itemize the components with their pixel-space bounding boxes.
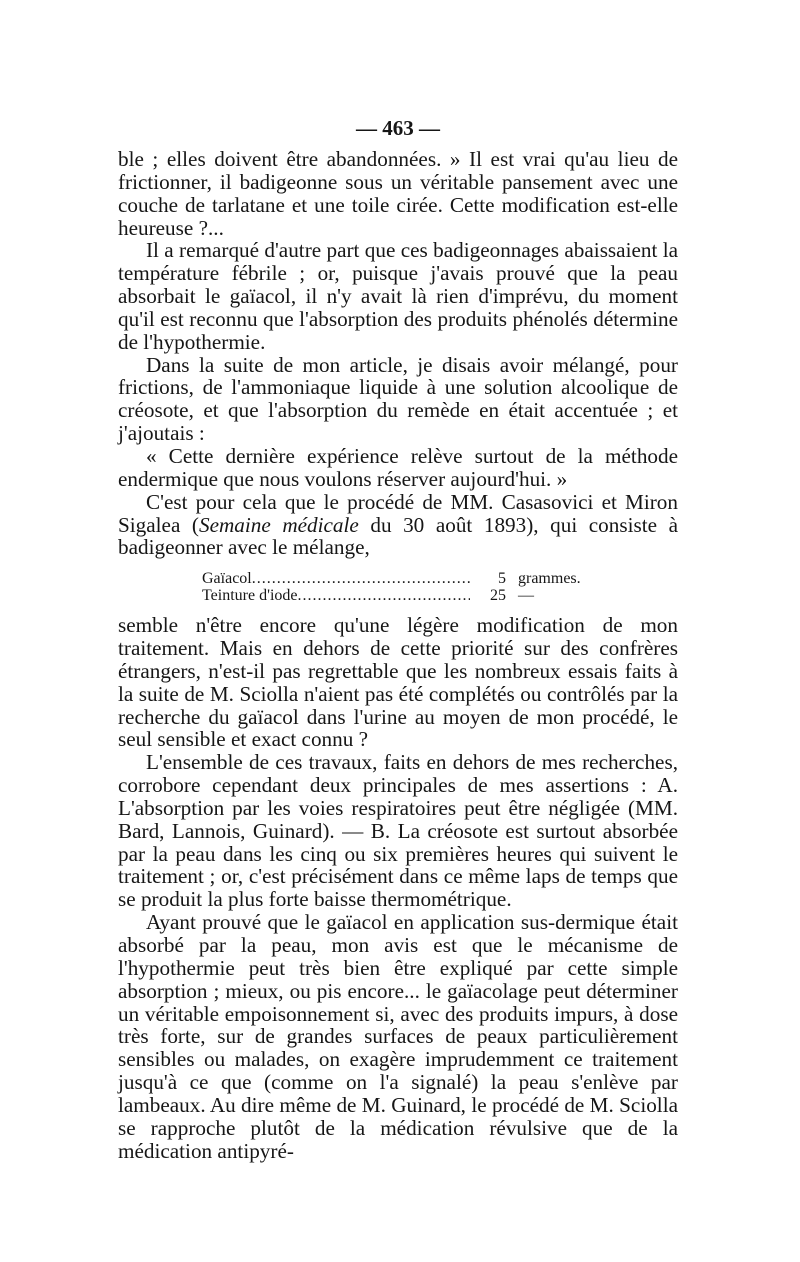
formula-row xyxy=(202,587,598,604)
paragraph: ble ; elles doivent être abandonnées. » Il est vrai qu'au lieu de frictionner, il badigeonne sous un véritable pansement avec une couche de tarlatane et une toile cirée. Cette modification est-elle heureuse ?... xyxy=(118,147,678,240)
paragraph: L'ensemble de ces travaux, faits en dehors de mes recherches, corrobore cependant deux principales de mes assertions : A. L'absorption par les voies respiratoires peut être négligée (MM. Bard, Lannois, Guinard). — B. La créosote est surtout absorbée par la peau dans les cinq ou six premières heures qui suivent le traitement ; or, c'est précisément dans ce même laps de temps que se produit la plus forte baisse thermométrique. xyxy=(118,750,678,912)
paragraph: Il a remarqué d'autre part que ces badigeonnages abaissaient la température fébrile ; or, puisque j'avais prouvé que la peau absorbait le gaïacol, il n'y avait là rien d'imprévu, du moment qu'il est reconnu que l'absorption des produits phénolés détermine de l'hypothermie. xyxy=(118,238,678,354)
ingredient-quantity: 25 xyxy=(490,587,506,605)
citation-text-after: du 30 août 1893), qui consiste à badigeonner avec le mélange, xyxy=(118,512,678,560)
ingredient-unit: grammes. xyxy=(518,570,581,588)
paragraph: semble n'être encore qu'une légère modification de mon traitement. Mais en dehors de cette priorité sur des confrères étrangers, n'est-il pas regrettable que les nombreux essais faits à la suite de M. Sciolla n'aient pas été complétés ou contrôlés par la recherche du gaïacol dans l'urine au moyen de mon procédé, le seul sensible et exact connu ? xyxy=(118,613,678,752)
formula-table xyxy=(202,570,678,604)
citation-paragraph xyxy=(118,491,678,560)
citation-text-before: C'est pour cela que le procédé de MM. Casasovici et Miron Sigalea ( xyxy=(118,489,678,537)
paragraph: Dans la suite de mon article, je disais avoir mélangé, pour frictions, de l'ammoniaque liquide à une solution alcoolique de créosote, et que l'absorption du remède en était accentuée ; et j'ajoutais : xyxy=(118,352,678,446)
formula-row xyxy=(202,570,598,587)
ingredient-quantity: 5 xyxy=(498,570,506,588)
paragraph: Ayant prouvé que le gaïacol en application sus-dermique était absorbé par la peau, mon avis est que le mécanisme de l'hypothermie peut très bien être expliqué par cette simple absorption ; mieux, ou pis encore... le gaïacolage peut déterminer un véritable empoisonnement si, avec des produits impurs, à dose très forte, sur de grandes surfaces de peaux particulièrement sensibles ou malades, on exagère imprudemment ce traitement jusqu'à ce que (comme on l'a signalé) la peau s'enlève par lambeaux. Au dire même de M. Guinard, le procédé de M. Sciolla se rapproche plutôt de la médication révulsive que de la médication antipyré- xyxy=(118,910,678,1163)
ingredient-name: Gaïacol xyxy=(202,570,252,588)
book-page xyxy=(118,112,678,1162)
dot-leader xyxy=(252,570,470,587)
quotation-paragraph: « Cette dernière expérience relève surtout de la méthode endermique que nous voulons réserver aujourd'hui. » xyxy=(118,443,678,491)
dot-leader xyxy=(298,587,470,604)
ingredient-name: Teinture d'iode xyxy=(202,587,298,605)
page-number: — 463 — xyxy=(356,116,440,140)
journal-title: Semaine médicale xyxy=(198,512,359,537)
ingredient-unit: — xyxy=(518,587,534,605)
